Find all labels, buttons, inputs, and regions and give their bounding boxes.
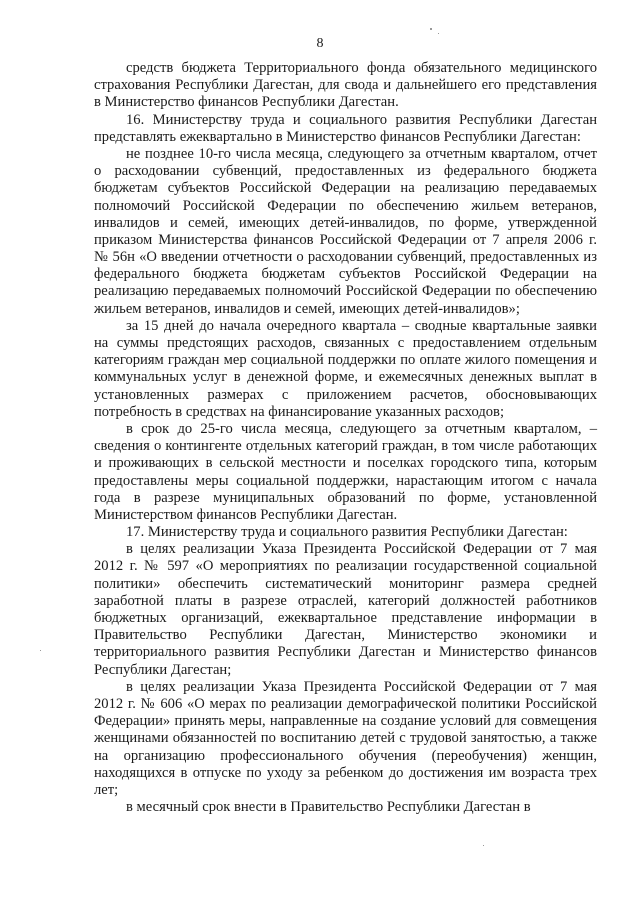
text-line: о расходовании субвенций, предоставленных из федерального бюджета [94,163,597,180]
text-line: 17. Министерству труда и социального развития Республики Дагестан: [126,524,568,541]
text-line: за 15 дней до начала очередного квартала – сводные квартальные заявки [126,317,597,334]
text-line: женщинами обязанностей по воспитанию детей с трудовой занятостью, а также [94,730,597,747]
text-line: средств бюджета Территориального фонда обязательного медицинского [126,60,597,76]
scan-speck [430,28,432,30]
text-line: предоставлены меры социальной поддержки, нарастающим итогом с начала [94,472,597,489]
paragraph [94,799,597,816]
text-line: Федерации» принять меры, направленные на создание условий для совмещения [94,713,597,730]
text-line: 2012 г. № 606 «О мерах по реализации демографической политики Российской [94,695,597,712]
text-line: жильем ветеранов, инвалидов и семей, имеющих детей-инвалидов»; [94,300,520,317]
paragraph [94,524,597,541]
scan-speck [483,845,484,846]
text-line: № 56н «О введении отчетности о расходовании субвенций, предоставленных из [94,249,597,266]
text-line: представлять ежеквартально в Министерство финансов Республики Дагестан: [94,128,581,145]
text-line: федерального бюджета бюджетам субъектов Российской Федерации на [94,266,597,283]
text-line: инвалидов и семей, имеющих детей-инвалидов, по форме, утвержденной [94,214,597,231]
paragraph [94,112,597,146]
text-line: и проживающих в сельской местности и поселках городского типа, которым [94,455,597,472]
text-line: на организацию профессионального обучения (переобучения) женщин, [94,747,597,764]
text-line: Республики Дагестан; [94,661,232,678]
paragraph [94,679,597,799]
text-line: года в разрезе муниципальных образований по форме, установленной [94,489,597,506]
paragraph [94,421,597,524]
page-body [94,60,597,816]
text-line: реализацию передаваемых полномочий Российской Федерации по обеспечению [94,283,597,300]
page-number: 8 [316,36,324,51]
paragraph [94,541,597,679]
paragraph [94,146,597,318]
paragraph [94,60,597,112]
scan-speck [40,650,41,651]
text-line: 2012 г. № 597 «О мероприятиях по реализации государственной социальной [94,558,597,575]
text-line: политики» обеспечить систематический мониторинг размера средней [94,575,597,592]
scan-speck [438,33,439,34]
text-line: установленных размерах с приложением расчетов, обосновывающих [94,386,597,403]
text-line: в срок до 25-го числа месяца, следующего за отчетным кварталом, – [126,420,597,437]
text-line: в Министерство финансов Республики Дагестан. [94,94,399,111]
text-line: приказом Министерства финансов Российской Федерации от 7 апреля 2006 г. [94,231,597,248]
text-line: лет; [94,781,119,798]
text-line: не позднее 10-го числа месяца, следующего за отчетным кварталом, отчет [126,145,597,162]
text-line: 16. Министерству труда и социального развития Республики Дагестан [126,111,597,128]
text-line: Правительство Республики Дагестан, Министерство экономики и [94,627,597,644]
text-line: потребность в средствах на финансирование указанных расходов; [94,403,504,420]
paragraph [94,318,597,421]
text-line: территориального развития Республики Дагестан и Министерство финансов [94,644,597,661]
text-line: в целях реализации Указа Президента Российской Федерации от 7 мая [126,541,597,558]
text-line: сведения о контингенте отдельных категорий граждан, в том числе работающих [94,438,597,455]
text-line: на суммы предстоящих расходов, связанных с предоставлением отдельным [94,335,597,351]
text-line: коммунальных услуг в денежной форме, и ежемесячных денежных выплат в [94,369,597,386]
text-line: бюджетных организаций, ежеквартальное представление информации в [94,610,597,626]
text-line: страхования Республики Дагестан, для свода и дальнейшего его представления [94,77,597,94]
text-line: находящихся в отпуске по уходу за ребенком до достижения им возраста трех [94,764,597,781]
text-line: в целях реализации Указа Президента Российской Федерации от 7 мая [126,678,597,695]
text-line: Министерством финансов Республики Дагестан. [94,506,398,523]
text-line: заработной платы в разрезе отраслей, категорий должностей работников [94,592,597,609]
text-line: в месячный срок внести в Правительство Республики Дагестан в [126,799,531,816]
text-line: полномочий Российской Федерации по обеспечению жильем ветеранов, [94,197,597,214]
text-line: бюджетам субъектов Российской Федерации на реализацию передаваемых [94,180,597,197]
text-line: категориям граждан мер социальной поддержки по оплате жилого помещения и [94,352,597,369]
